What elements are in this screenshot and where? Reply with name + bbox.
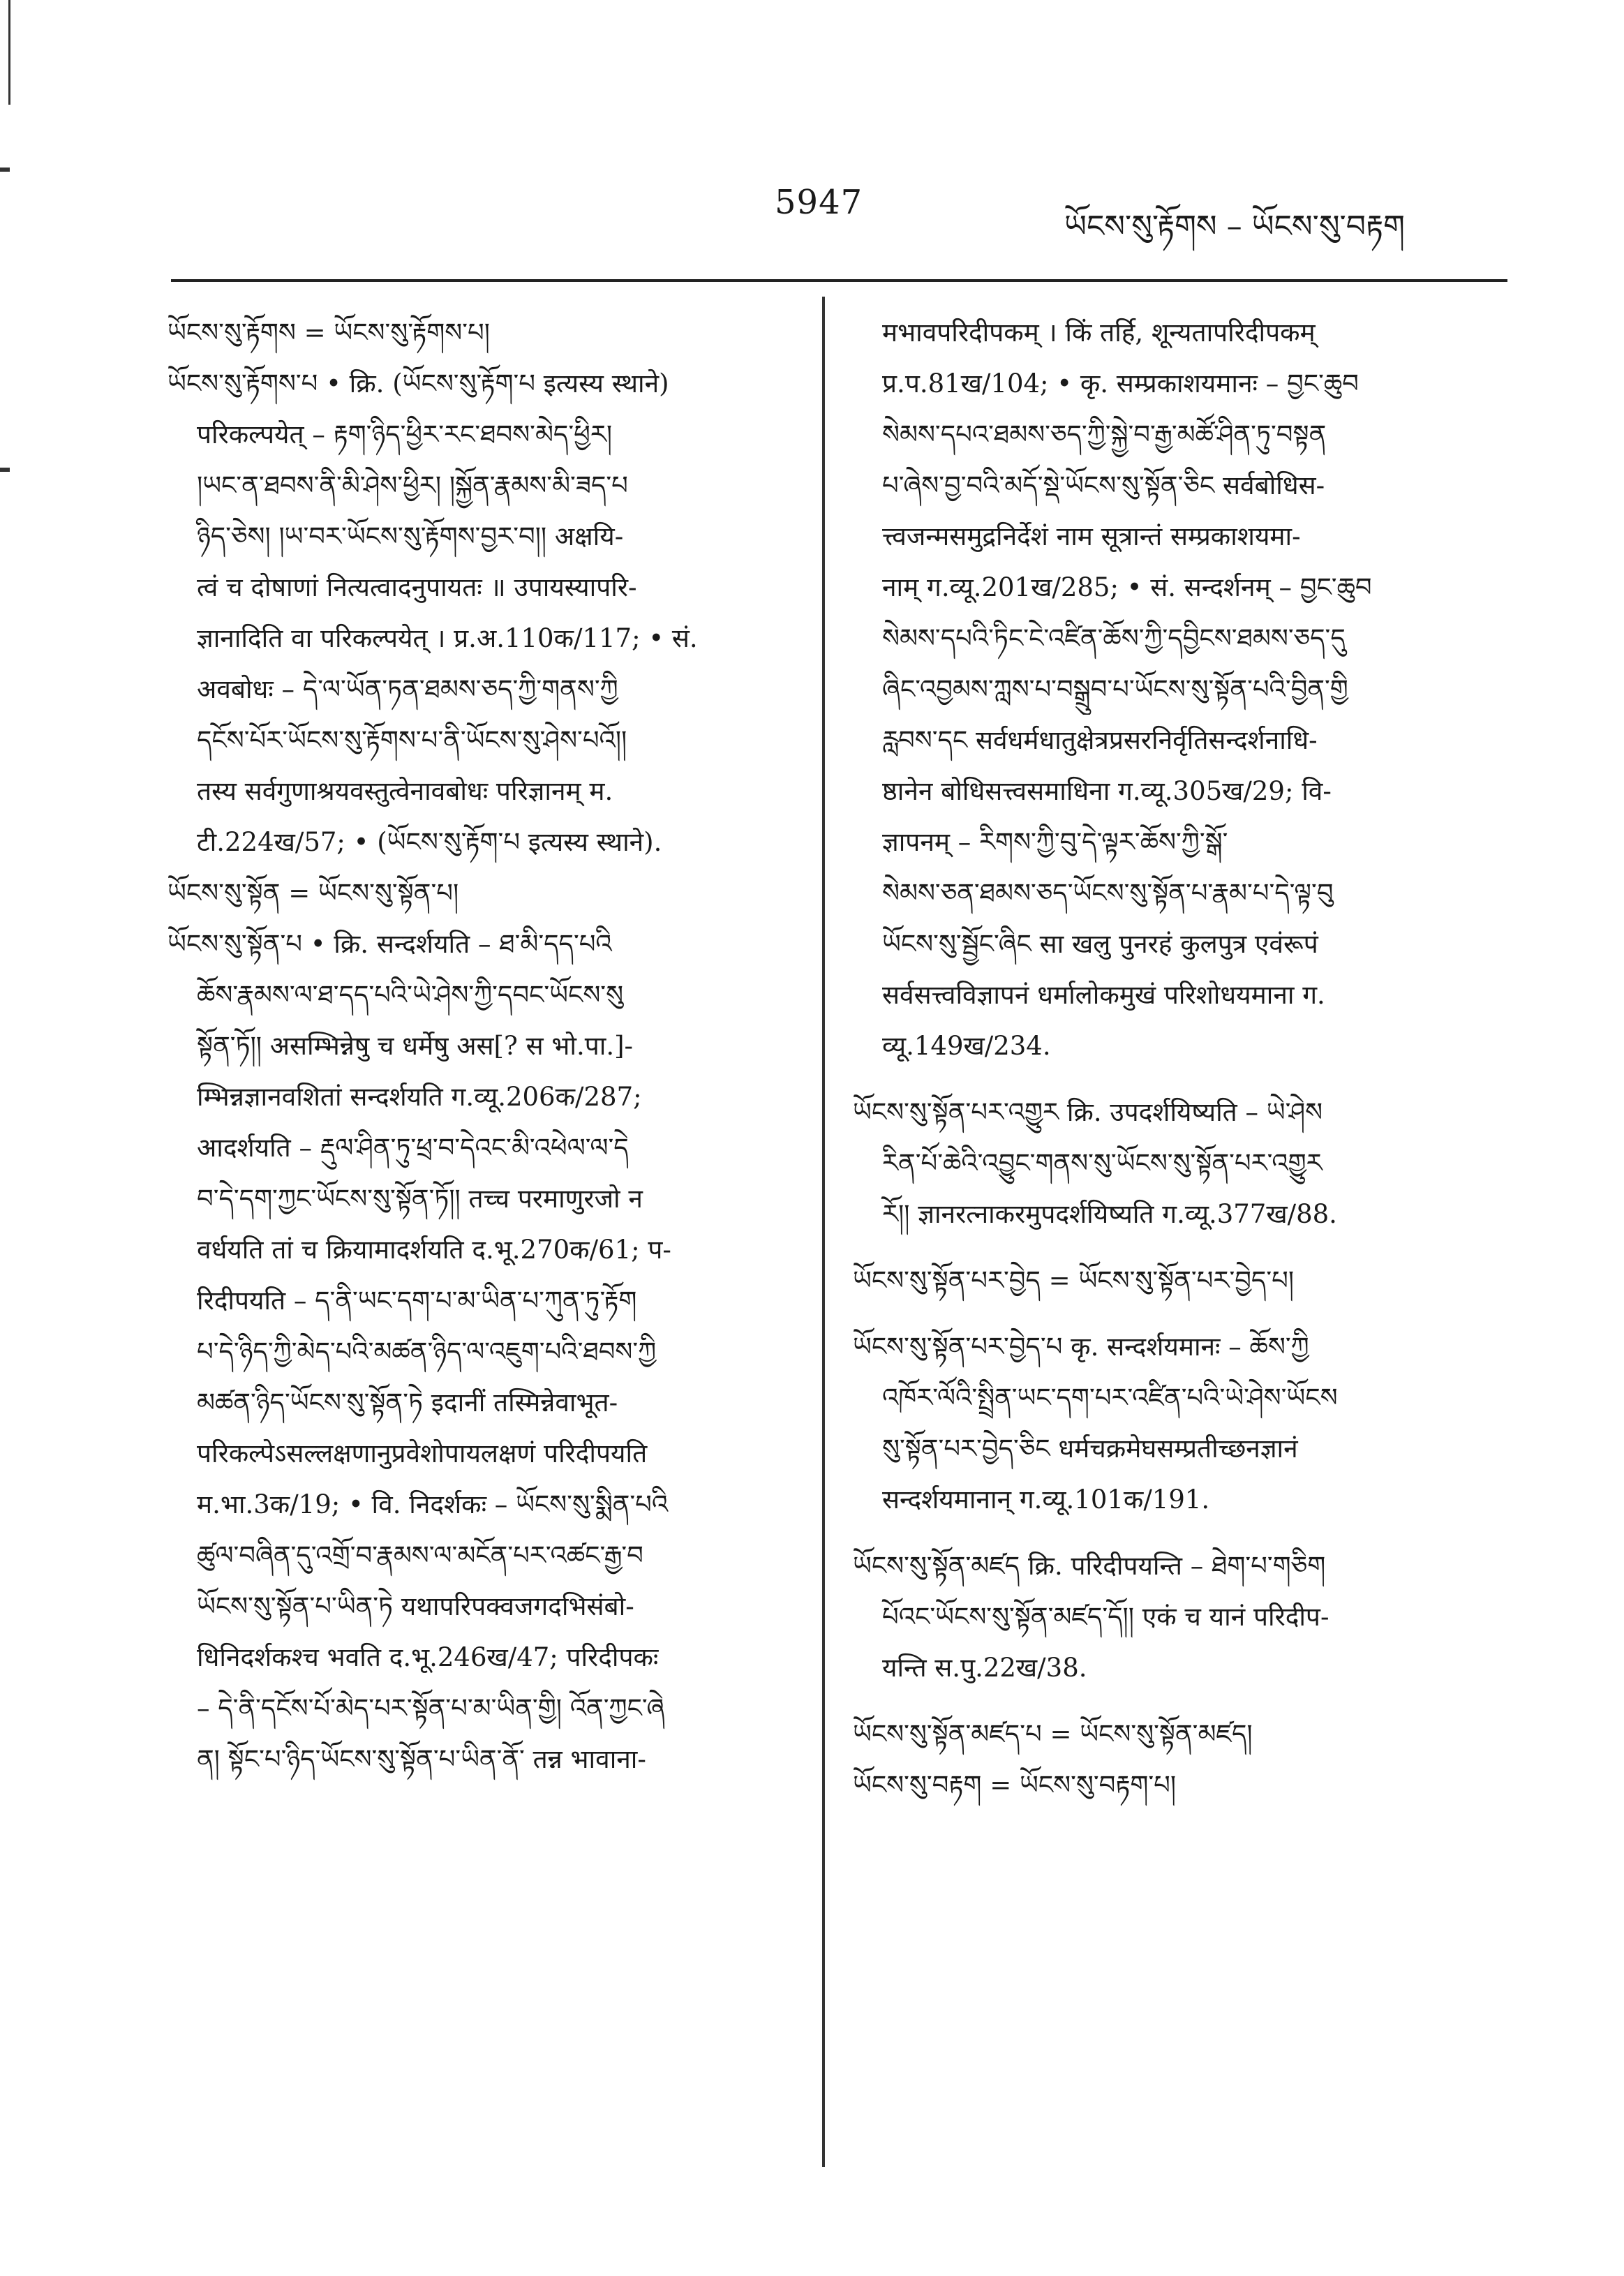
- entry-line: ཡོངས་སུ་སྟོན་མཛད་པ = ཡོངས་སུ་སྟོན་མཛད།: [853, 1719, 1253, 1749]
- entry-line: འཁོར་ལོའི་སྤྲིན་ཡང་དག་པར་འཛིན་པའི་ཡེ་ཤེས་ཡོངས: [882, 1383, 1338, 1413]
- left-column: [167, 307, 799, 1785]
- entry-line: ཆོས་རྣམས་ལ་ཐ་དད་པའི་ཡེ་ཤེས་ཀྱི་དབང་ཡོངས་སུ: [197, 980, 624, 1010]
- entry-line: नाम् ग.व्यू.201ख/285; • सं. सन्दर्शनम् – བྱང་ཆུབ: [882, 572, 1372, 602]
- entry-line: རླབས་དང सर्वधर्मधातुक्षेत्रप्रसरनिर्वृतिसन्दर्शनाधि-: [882, 725, 1318, 755]
- entry-line: सर्वसत्त्वविज्ञापनं धर्मालोकमुखं परिशोधयमाना ग.: [882, 980, 1325, 1010]
- entry-line: པོའང་ཡོངས་སུ་སྟོན་མཛད་དོ།། एकं च यानं परिदीप-: [882, 1602, 1329, 1632]
- entry-line: ज्ञापनम् – རིགས་ཀྱི་བུ་དེ་ལྟར་ཆོས་ཀྱི་སྒོ་: [882, 827, 1228, 857]
- entry-line: ཡོངས་སུ་སྟོན་པ • क्रि. सन्दर्शयति – ཐ་མི་དད་པའི: [167, 929, 612, 959]
- entry-line: ཡོངས་སུ་སྟོན་པར་བྱེད = ཡོངས་སུ་སྟོན་པར་བྱེད་པ།: [853, 1265, 1295, 1295]
- entry-line: त्त्वजन्मसमुद्रनिर्देशं नाम सूत्रान्तं सम्प्रकाशयमा-: [882, 521, 1301, 551]
- page-number: 5947: [775, 183, 863, 222]
- entry-line: ཉིད་ཅེས། །ཡ་བར་ཡོངས་སུ་རྟོགས་བྱར་བ།། अक्षयि-: [197, 521, 624, 551]
- entry-line: རིན་པོ་ཆེའི་འབྱུང་གནས་སུ་ཡོངས་སུ་སྟོན་པར་འགྱུར: [882, 1148, 1323, 1178]
- right-column: [853, 307, 1495, 1810]
- header-rule: [171, 279, 1507, 282]
- entry-line: परिकल्पयेत् – རྟག་ཉིད་ཕྱིར་རང་ཐབས་མེད་ཕྱིར།: [197, 419, 613, 449]
- entry-line: मभावपरिदीपकम् । किं तर्हि, शून्यतापरिदीपकम्: [882, 318, 1316, 348]
- entry-line: སེམས་དཔའི་ཏིང་ངེ་འཛིན་ཆོས་ཀྱི་དབྱིངས་ཐམས་ཅད་དུ: [882, 623, 1346, 653]
- entry-line: སེམས་དཔའ་ཐམས་ཅད་ཀྱི་སྐྱེ་བ་རྒྱ་མཚོ་ཤིན་ཏུ་བསྟན: [882, 419, 1327, 449]
- entry-line: ཡོངས་སུ་སྟོན་པར་འགྱུར क्रि. उपदर्शयिष्यति – ཡེ་ཤེས: [853, 1097, 1323, 1127]
- entry-line: त्वं च दोषाणां नित्यत्वादनुपायतः ॥ उपायस्यापरि-: [197, 572, 637, 602]
- entry-line: ज्ञानादिति वा परिकल्पयेत् । प्र.अ.110क/117; • सं.: [197, 623, 698, 653]
- entry-line: ཡོངས་སུ་སྟོན་པ་ཡིན་ཏེ यथापरिपक्वजगदभिसंबो-: [197, 1591, 634, 1621]
- entry-line: म.भा.3क/19; • वि. निदर्शकः – ཡོངས་སུ་སྨིན་པའི: [197, 1489, 669, 1519]
- entry-line: དངོས་པོར་ཡོངས་སུ་རྟོགས་པ་ནི་ཡོངས་སུ་ཤེས་པའོ།།: [197, 725, 627, 755]
- entry-line: ཡོངས་སུ་བརྟག = ཡོངས་སུ་བརྟག་པ།: [853, 1770, 1177, 1800]
- entry-line: པ་ཞེས་བྱ་བའི་མདོ་སྡེ་ཡོངས་སུ་སྟོན་ཅིང सर्वबोधिस-: [882, 470, 1325, 500]
- entry-line: ཡོངས་སུ་སྟོན = ཡོངས་སུ་སྟོན་པ།: [167, 878, 459, 908]
- scan-edge-line: [8, 0, 10, 105]
- running-head: ཡོངས་སུ་རྟོགས – ཡོངས་སུ་བརྟག: [1064, 209, 1405, 244]
- scan-edge-mark: [0, 468, 10, 472]
- entry-line: ཡོངས་སུ་སྦྱོང་ཞིང सा खलु पुनरहं कुलपुत्र एवंरूपं: [882, 929, 1318, 959]
- entry-line: धिनिदर्शकश्च भवति द.भू.246ख/47; परिदीपकः: [197, 1642, 659, 1672]
- entry-line: །ཡང་ན་ཐབས་ནི་མི་ཤེས་ཕྱིར། །སྐྱོན་རྣམས་མི་ཟད་པ: [197, 470, 628, 500]
- entry-line: वर्धयति तां च क्रियामादर्शयति द.भू.270क/61; प-: [197, 1235, 671, 1265]
- entry-line: ष्ठानेन बोधिसत्त्वसमाधिना ग.व्यू.305ख/29; वि-: [882, 776, 1332, 806]
- entry-line: སུ་སྟོན་པར་བྱེད་ཅིང धर्मचक्रमेघसम्प्रतीच्छनज्ञानं: [882, 1434, 1298, 1464]
- entry-line: यन्ति स.पु.22ख/38.: [882, 1653, 1087, 1683]
- entry-line: སེམས་ཅན་ཐམས་ཅད་ཡོངས་སུ་སྟོན་པ་རྣམ་པ་དེ་ལྟ་བུ: [882, 878, 1334, 908]
- entry-line: བ་དེ་དག་ཀྱང་ཡོངས་སུ་སྟོན་ཏོ།། तच्च परमाणुरजो न: [197, 1184, 643, 1214]
- scan-edge-mark: [0, 168, 10, 172]
- entry-line: ཡོངས་སུ་སྟོན་མཛད क्रि. परिदीपयन्ति – ཐེག་པ་གཅིག: [853, 1551, 1326, 1581]
- entry-line: अवबोधः – དེ་ལ་ཡོན་ཏན་ཐམས་ཅད་ཀྱི་གནས་ཀྱི: [197, 674, 618, 704]
- entry-line: परिकल्पेऽसल्लक्षणानुप्रवेशोपायलक्षणं परिदीपयति: [197, 1438, 648, 1468]
- column-divider: [822, 297, 825, 2167]
- entry-line: པ་དེ་ཉིད་ཀྱི་མེད་པའི་མཚན་ཉིད་ལ་འཇུག་པའི་ཐབས་ཀྱི: [197, 1337, 657, 1367]
- entry-line: ཡོངས་སུ་རྟོགས་པ • क्रि. (ཡོངས་སུ་རྟོག་པ इत्यस्य स्थाने): [167, 369, 669, 399]
- entry-line: आदर्शयति – རྡུལ་ཤིན་ཏུ་ཕྲ་བ་དེའང་མི་འཕེལ་ལ་དེ: [197, 1133, 629, 1163]
- entry-line: सन्दर्शयमानान् ग.व्यू.101क/191.: [882, 1485, 1210, 1515]
- entry-line: ན། སྟོང་པ་ཉིད་ཡོངས་སུ་སྟོན་པ་ཡིན་ནོ་ तन्न भावाना-: [197, 1744, 646, 1774]
- entry-line: ཚུལ་བཞིན་དུ་འགྲོ་བ་རྣམས་ལ་མངོན་པར་འཚང་རྒྱ་བ: [197, 1540, 643, 1570]
- entry-line: रिदीपयति – ད་ནི་ཡང་དག་པ་མ་ཡིན་པ་ཀུན་ཏུ་རྟོག: [197, 1286, 637, 1316]
- entry-line: व्यू.149ख/234.: [882, 1031, 1051, 1061]
- entry-line: ཞིང་འབྱམས་ཀླས་པ་བསྒྲུབ་པ་ཡོངས་སུ་སྟོན་པའི་བྱིན་གྱི: [882, 674, 1348, 704]
- entry-line: སྟོན་ཏོ།། असम्भिन्नेषु च धर्मेषु अस[? स भो.पा.]-: [197, 1031, 634, 1061]
- entry-line: ཡོངས་སུ་སྟོན་པར་བྱེད་པ कृ. सन्दर्शयमानः – ཆོས་ཀྱི: [853, 1332, 1309, 1362]
- entry-line: प्र.प.81ख/104; • कृ. सम्प्रकाशयमानः – བྱང་ཆུབ: [882, 369, 1359, 399]
- entry-line: ཡོངས་སུ་རྟོགས = ཡོངས་སུ་རྟོགས་པ།: [167, 318, 490, 348]
- entry-line: म्भिन्नज्ञानवशितां सन्दर्शयति ग.व्यू.206क/287;: [197, 1082, 642, 1112]
- entry-line: टी.224ख/57; • (ཡོངས་སུ་རྟོག་པ इत्यस्य स्थाने).: [197, 827, 662, 857]
- entry-line: तस्य सर्वगुणाश्रयवस्तुत्वेनावबोधः परिज्ञानम् म.: [197, 776, 613, 806]
- entry-line: རོ།། ज्ञानरत्नाकरमुपदर्शयिष्यति ग.व्यू.377ख/88.: [882, 1199, 1337, 1229]
- entry-line: – དེ་ནི་དངོས་པོ་མེད་པར་སྟོན་པ་མ་ཡིན་གྱི། འོན་ཀྱང་ཞེ: [197, 1693, 665, 1723]
- entry-line: མཚན་ཉིད་ཡོངས་སུ་སྟོན་ཏེ इदानीं तस्मिन्नेवाभूत-: [197, 1388, 618, 1418]
